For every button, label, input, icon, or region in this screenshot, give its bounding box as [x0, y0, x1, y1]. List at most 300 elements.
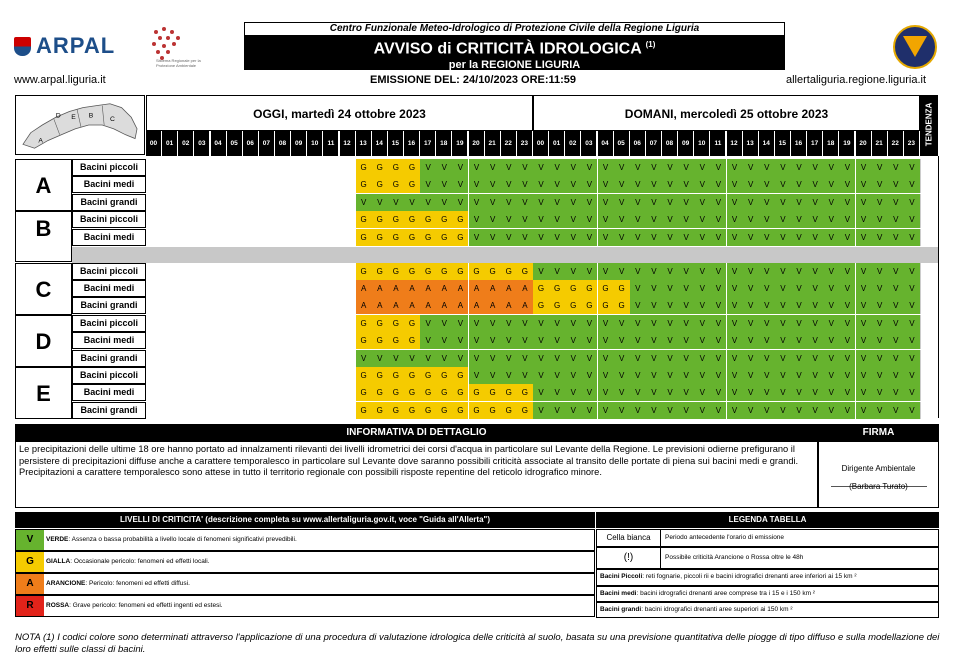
hour-cell: 10 — [694, 131, 710, 156]
grid-cell: A — [452, 297, 468, 314]
grid-cell: V — [791, 367, 807, 384]
grid-cell: V — [710, 384, 726, 401]
grid-cell: V — [485, 315, 501, 332]
grid-cell: V — [662, 194, 678, 211]
grid-cell: A — [420, 280, 436, 297]
grid-cell: V — [823, 402, 839, 419]
grid-cell — [146, 402, 162, 419]
grid-cell — [162, 159, 178, 176]
grid-cell: V — [565, 263, 581, 280]
grid-cell: V — [646, 367, 662, 384]
grid-cell: V — [904, 229, 920, 246]
grid-cell: V — [630, 297, 646, 314]
grid-cell: V — [452, 315, 468, 332]
grid-cell: V — [662, 332, 678, 349]
grid-cell: V — [581, 315, 597, 332]
grid-cell: V — [662, 402, 678, 419]
basin-label: Bacini piccoli — [72, 367, 146, 384]
grid-cell — [211, 367, 227, 384]
grid-cell — [178, 229, 194, 246]
grid-cell: V — [646, 384, 662, 401]
grid-row — [146, 332, 920, 349]
grid-cell: V — [694, 194, 710, 211]
grid-cell: V — [743, 211, 759, 228]
basin-label: Bacini medi — [72, 229, 146, 246]
grid-cell: V — [791, 332, 807, 349]
grid-cell: V — [549, 315, 565, 332]
grid-cell: V — [565, 159, 581, 176]
grid-cell: G — [404, 384, 420, 401]
grid-cell: A — [404, 297, 420, 314]
grid-cell: V — [662, 297, 678, 314]
level-row — [15, 573, 595, 595]
grid-cell: V — [533, 263, 549, 280]
hour-cell: 02 — [178, 131, 194, 156]
grid-cell: V — [904, 211, 920, 228]
hour-cell: 23 — [517, 131, 533, 156]
grid-cell — [178, 211, 194, 228]
legend-excl: (!) Possibile criticità Arancione o Rossa oltre le 48h — [596, 547, 939, 569]
grid-cell: V — [872, 297, 888, 314]
tendency-cell — [920, 297, 938, 314]
grid-cell — [146, 159, 162, 176]
grid-cell — [323, 402, 339, 419]
grid-cell: V — [533, 211, 549, 228]
grid-cell: V — [678, 194, 694, 211]
legend-piccoli: Bacini Piccoli: reti fognarie, piccoli rii e bacini idrografici drenanti aree inferiori ai 15 km ² — [596, 569, 939, 586]
basin-label: Bacini grandi — [72, 402, 146, 419]
grid-cell — [275, 229, 291, 246]
grid-cell: V — [791, 176, 807, 193]
grid-cell: V — [678, 229, 694, 246]
grid-cell: G — [404, 159, 420, 176]
grid-cell: V — [807, 350, 823, 367]
grid-cell: V — [710, 280, 726, 297]
grid-cell: V — [565, 367, 581, 384]
level-swatch: A — [16, 574, 44, 594]
grid-cell: G — [501, 263, 517, 280]
grid-cell — [162, 229, 178, 246]
grid-cell: V — [807, 402, 823, 419]
grid-row — [146, 315, 920, 332]
grid-cell: V — [598, 229, 614, 246]
grid-cell: V — [839, 263, 855, 280]
grid-cell: V — [743, 297, 759, 314]
grid-cell: V — [662, 350, 678, 367]
grid-cell: V — [614, 229, 630, 246]
grid-cell: V — [614, 367, 630, 384]
grid-cell: V — [694, 350, 710, 367]
grid-cell — [162, 211, 178, 228]
grid-cell: G — [388, 332, 404, 349]
grid-cell — [340, 332, 356, 349]
grid-cell: A — [356, 280, 372, 297]
grid-cell — [259, 332, 275, 349]
grid-cell: V — [743, 402, 759, 419]
grid-cell: V — [420, 350, 436, 367]
hour-cell: 03 — [581, 131, 597, 156]
grid-cell: A — [436, 297, 452, 314]
grid-cell — [307, 229, 323, 246]
grid-cell: V — [581, 229, 597, 246]
hour-cell: 13 — [356, 131, 372, 156]
grid-cell: V — [469, 211, 485, 228]
hour-cell: 15 — [775, 131, 791, 156]
grid-cell: V — [807, 384, 823, 401]
grid-cell: G — [388, 159, 404, 176]
grid-cell — [146, 315, 162, 332]
grid-cell: V — [775, 194, 791, 211]
grid-cell: V — [872, 350, 888, 367]
grid-cell — [146, 229, 162, 246]
grid-cell: V — [630, 159, 646, 176]
grid-cell: A — [485, 297, 501, 314]
grid-cell: V — [904, 297, 920, 314]
day-today-header: OGGI, martedì 24 ottobre 2023 — [146, 95, 533, 131]
hour-cell: 12 — [727, 131, 743, 156]
grid-cell: V — [517, 211, 533, 228]
grid-cell: V — [356, 350, 372, 367]
grid-cell — [323, 384, 339, 401]
grid-cell: V — [807, 159, 823, 176]
grid-cell: G — [388, 229, 404, 246]
grid-cell: V — [614, 263, 630, 280]
grid-cell: V — [791, 263, 807, 280]
grid-cell: V — [549, 402, 565, 419]
grid-cell: G — [581, 280, 597, 297]
grid-cell: V — [839, 176, 855, 193]
grid-cell: V — [678, 384, 694, 401]
grid-cell: G — [356, 367, 372, 384]
tendency-cell — [920, 263, 938, 280]
grid-cell — [227, 384, 243, 401]
grid-cell — [259, 315, 275, 332]
hour-cell: 06 — [243, 131, 259, 156]
zone-label-a: A — [15, 159, 72, 211]
grid-cell: V — [888, 159, 904, 176]
grid-cell: V — [662, 263, 678, 280]
level-row — [15, 551, 595, 573]
grid-cell: V — [452, 194, 468, 211]
grid-cell — [227, 332, 243, 349]
grid-cell: V — [872, 367, 888, 384]
grid-cell: V — [517, 194, 533, 211]
level-text: VERDE: Assenza o bassa probabilità a livello locale di fenomeni significativi prevedibili. — [46, 536, 297, 543]
grid-cell — [178, 384, 194, 401]
grid-cell — [227, 176, 243, 193]
grid-cell — [178, 280, 194, 297]
grid-cell: A — [517, 280, 533, 297]
tendency-cell — [920, 315, 938, 332]
grid-cell: V — [630, 332, 646, 349]
hour-cell: 15 — [388, 131, 404, 156]
grid-cell: V — [581, 176, 597, 193]
grid-cell: V — [904, 280, 920, 297]
liguria-zones-map — [15, 95, 145, 155]
grid-cell — [340, 280, 356, 297]
grid-cell: V — [549, 159, 565, 176]
arpal-website-link[interactable]: www.arpal.liguria.it — [14, 74, 106, 86]
grid-cell: V — [839, 280, 855, 297]
grid-cell: V — [856, 263, 872, 280]
grid-cell: V — [904, 350, 920, 367]
grid-cell — [243, 263, 259, 280]
grid-cell — [227, 263, 243, 280]
grid-cell: V — [743, 229, 759, 246]
hour-cell: 22 — [888, 131, 904, 156]
grid-cell — [243, 211, 259, 228]
grid-cell: V — [581, 159, 597, 176]
grid-cell: G — [452, 211, 468, 228]
grid-cell: V — [888, 315, 904, 332]
grid-cell: V — [710, 297, 726, 314]
grid-cell: V — [727, 315, 743, 332]
hour-cell: 09 — [291, 131, 307, 156]
grid-cell: V — [549, 211, 565, 228]
grid-cell: G — [565, 280, 581, 297]
grid-cell — [194, 402, 210, 419]
grid-cell: G — [372, 367, 388, 384]
grid-cell: V — [872, 194, 888, 211]
grid-cell: A — [356, 297, 372, 314]
grid-cell: V — [678, 402, 694, 419]
hour-cell: 18 — [436, 131, 452, 156]
grid-cell — [194, 384, 210, 401]
grid-cell — [162, 315, 178, 332]
grid-cell: A — [404, 280, 420, 297]
grid-cell — [259, 159, 275, 176]
grid-cell: V — [469, 315, 485, 332]
grid-cell — [275, 367, 291, 384]
grid-cell — [307, 194, 323, 211]
grid-cell — [307, 280, 323, 297]
basin-label: Bacini grandi — [72, 350, 146, 367]
grid-row — [146, 384, 920, 401]
grid-cell: V — [791, 350, 807, 367]
grid-cell: V — [356, 194, 372, 211]
grid-cell: G — [356, 159, 372, 176]
grid-cell: V — [694, 280, 710, 297]
grid-cell: V — [759, 280, 775, 297]
grid-cell: V — [775, 176, 791, 193]
grid-cell: V — [791, 159, 807, 176]
grid-cell: V — [485, 332, 501, 349]
grid-cell — [194, 194, 210, 211]
grid-cell — [340, 297, 356, 314]
grid-cell: V — [775, 350, 791, 367]
grid-cell: V — [501, 211, 517, 228]
grid-cell — [211, 297, 227, 314]
grid-cell — [259, 297, 275, 314]
firma-role: Dirigente Ambientale — [841, 464, 916, 473]
grid-cell: V — [888, 176, 904, 193]
tendency-cell — [920, 402, 938, 419]
grid-cell — [178, 350, 194, 367]
grid-cell: V — [856, 367, 872, 384]
grid-cell: A — [517, 297, 533, 314]
grid-cell — [194, 159, 210, 176]
grid-cell: V — [743, 176, 759, 193]
grid-cell: V — [549, 367, 565, 384]
grid-cell: V — [485, 367, 501, 384]
grid-cell: V — [436, 332, 452, 349]
grid-cell: V — [533, 229, 549, 246]
grid-cell: V — [904, 384, 920, 401]
grid-cell — [194, 263, 210, 280]
grid-cell: V — [436, 159, 452, 176]
grid-cell: V — [436, 350, 452, 367]
tendency-cell — [920, 176, 938, 193]
grid-cell: V — [710, 176, 726, 193]
grid-cell: V — [372, 194, 388, 211]
grid-row — [146, 402, 920, 419]
basin-label: Bacini grandi — [72, 194, 146, 211]
grid-cell: V — [710, 315, 726, 332]
grid-cell: V — [791, 229, 807, 246]
grid-cell: G — [372, 211, 388, 228]
legend-medi: Bacini medi: bacini idrografici drenanti aree comprese tra i 15 e i 150 km ² — [596, 586, 939, 602]
grid-cell: V — [791, 315, 807, 332]
grid-cell: V — [839, 315, 855, 332]
grid-border — [938, 156, 939, 418]
grid-cell — [178, 332, 194, 349]
grid-cell: V — [775, 297, 791, 314]
main-title: AVVISO di CRITICITÀ IDROLOGICA $^{(1)}$ — [373, 40, 656, 58]
grid-cell: V — [565, 229, 581, 246]
grid-cell: V — [581, 402, 597, 419]
grid-cell: A — [485, 280, 501, 297]
grid-cell: V — [743, 367, 759, 384]
grid-row — [146, 229, 920, 246]
grid-cell: V — [856, 159, 872, 176]
grid-cell: V — [485, 229, 501, 246]
grid-cell — [211, 332, 227, 349]
hour-cell: 14 — [372, 131, 388, 156]
legend-grandi: Bacini grandi: bacini idrografici drenanti aree superiori ai 150 km ² — [596, 602, 939, 618]
grid-cell — [227, 402, 243, 419]
grid-cell: V — [710, 367, 726, 384]
grid-cell: G — [614, 280, 630, 297]
hour-cell: 11 — [323, 131, 339, 156]
grid-cell: V — [775, 159, 791, 176]
grid-cell: A — [469, 280, 485, 297]
allerta-website-link[interactable]: allertaliguria.regione.liguria.it — [786, 74, 927, 86]
grid-cell: V — [710, 263, 726, 280]
grid-cell: V — [904, 194, 920, 211]
grid-cell — [162, 194, 178, 211]
grid-cell — [243, 332, 259, 349]
tendency-cell — [920, 159, 938, 176]
grid-cell: V — [823, 367, 839, 384]
grid-cell — [178, 176, 194, 193]
grid-cell: V — [710, 350, 726, 367]
grid-row — [146, 194, 920, 211]
grid-cell: V — [598, 194, 614, 211]
level-swatch: R — [16, 596, 44, 616]
grid-cell: V — [646, 211, 662, 228]
basin-label: Bacini piccoli — [72, 211, 146, 228]
grid-cell: V — [469, 159, 485, 176]
grid-cell: G — [404, 229, 420, 246]
grid-cell — [178, 315, 194, 332]
grid-cell: V — [856, 384, 872, 401]
grid-cell: V — [807, 367, 823, 384]
grid-cell: V — [904, 176, 920, 193]
grid-cell — [146, 367, 162, 384]
grid-cell: V — [839, 229, 855, 246]
grid-cell: V — [743, 350, 759, 367]
grid-cell: V — [678, 280, 694, 297]
grid-cell — [194, 367, 210, 384]
grid-cell: G — [372, 332, 388, 349]
grid-cell: A — [469, 297, 485, 314]
hour-cell: 11 — [710, 131, 726, 156]
grid-cell: V — [759, 367, 775, 384]
grid-cell: V — [759, 159, 775, 176]
grid-cell: V — [549, 229, 565, 246]
grid-cell: V — [823, 350, 839, 367]
grid-cell — [211, 211, 227, 228]
grid-cell: G — [404, 176, 420, 193]
grid-cell: V — [598, 350, 614, 367]
tendency-cell — [920, 194, 938, 211]
firma-box — [818, 441, 939, 508]
grid-cell — [291, 159, 307, 176]
hour-cell: 19 — [839, 131, 855, 156]
grid-cell: V — [404, 350, 420, 367]
grid-cell — [259, 367, 275, 384]
grid-cell: V — [565, 332, 581, 349]
level-row — [15, 595, 595, 617]
basin-label: Bacini piccoli — [72, 263, 146, 280]
grid-cell: G — [372, 176, 388, 193]
grid-cell: V — [694, 332, 710, 349]
grid-cell: G — [420, 402, 436, 419]
grid-cell — [243, 350, 259, 367]
grid-cell: V — [823, 159, 839, 176]
grid-cell: A — [420, 297, 436, 314]
grid-cell: V — [694, 263, 710, 280]
grid-cell: V — [775, 367, 791, 384]
grid-cell: G — [436, 211, 452, 228]
grid-cell: V — [614, 211, 630, 228]
level-swatch: V — [16, 530, 44, 550]
grid-cell: V — [823, 176, 839, 193]
grid-cell: V — [485, 176, 501, 193]
grid-cell: V — [888, 194, 904, 211]
hour-cell: 03 — [194, 131, 210, 156]
grid-cell — [307, 159, 323, 176]
grid-cell: V — [646, 159, 662, 176]
grid-cell — [307, 315, 323, 332]
grid-cell: G — [356, 315, 372, 332]
hour-cell: 07 — [646, 131, 662, 156]
grid-cell: V — [759, 176, 775, 193]
grid-cell — [323, 315, 339, 332]
grid-row — [146, 280, 920, 297]
grid-cell: V — [791, 211, 807, 228]
grid-cell: V — [678, 350, 694, 367]
grid-cell: V — [630, 229, 646, 246]
grid-cell: V — [872, 332, 888, 349]
grid-cell: V — [904, 263, 920, 280]
grid-cell: V — [662, 229, 678, 246]
grid-cell: G — [485, 263, 501, 280]
grid-cell: V — [839, 350, 855, 367]
grid-cell — [323, 350, 339, 367]
grid-cell — [194, 350, 210, 367]
grid-cell — [323, 211, 339, 228]
